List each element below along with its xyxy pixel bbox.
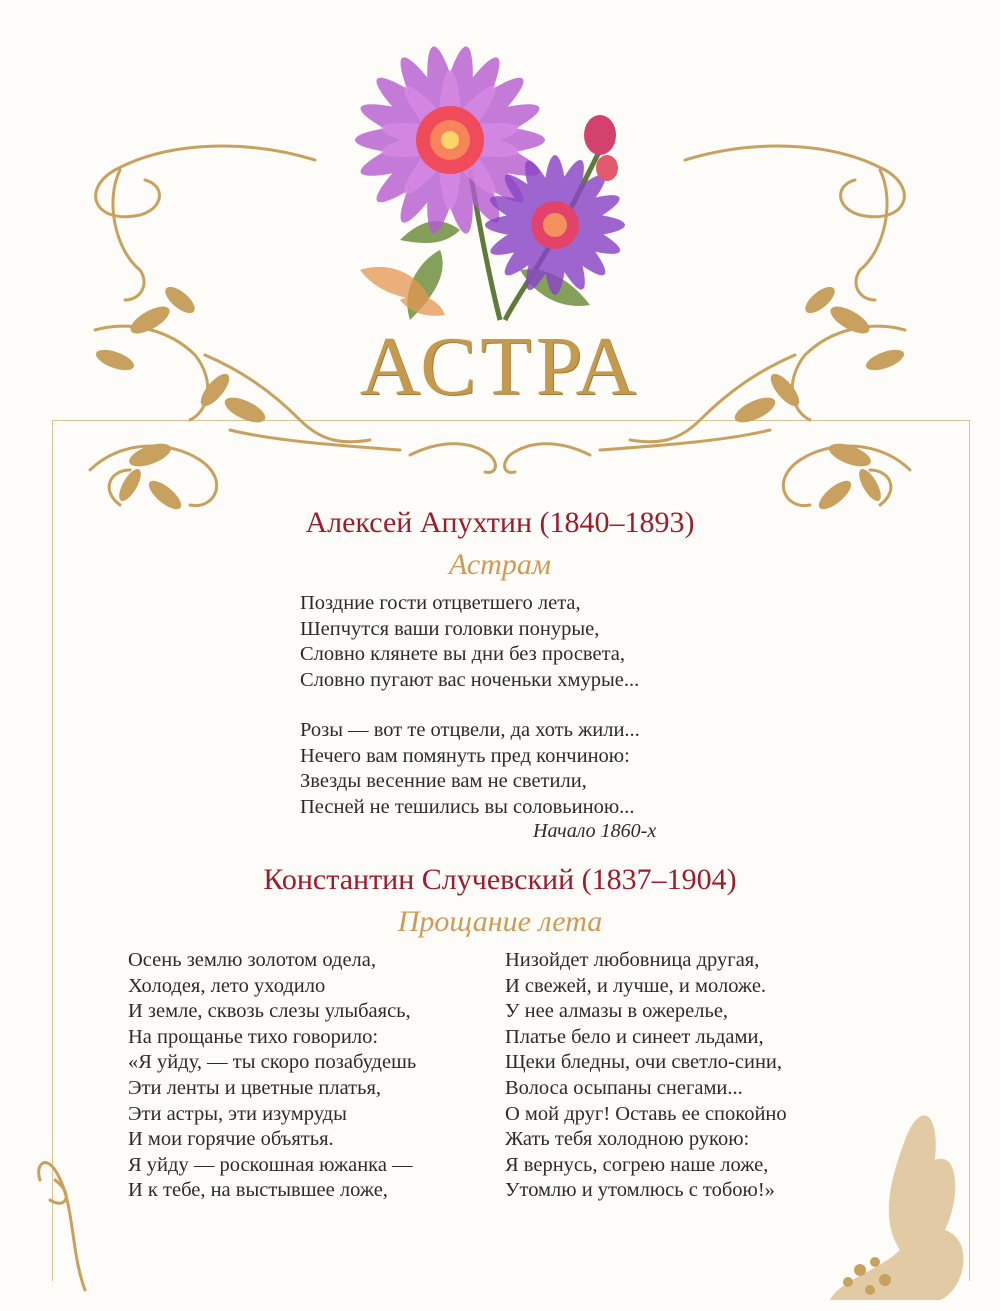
poem1-title: Астрам bbox=[449, 548, 551, 581]
poem-line: Звезды весенние вам не светили, bbox=[300, 770, 587, 793]
poem-line: Низойдет любовница другая, bbox=[505, 949, 760, 971]
poem2-title: Прощание лета bbox=[397, 905, 603, 938]
poem2-author: Константин Случевский (1837–1904) bbox=[263, 863, 737, 896]
poem-line: И свежей, и лучше, и моложе. bbox=[505, 974, 767, 997]
poem-line: Шепчутся ваши головки понурые, bbox=[300, 617, 600, 640]
poem-line: Утомлю и утомлюсь с тобою!» bbox=[505, 1179, 775, 1202]
poem-line: Словно пугают вас ноченьки хмурые... bbox=[300, 668, 640, 691]
aster-flower-illustration bbox=[355, 44, 625, 320]
poem-line: Нечего вам помянуть пред кончиною: bbox=[300, 744, 630, 767]
poem1-author: Алексей Апухтин (1840–1893) bbox=[305, 506, 695, 539]
poem-line: Холодея, лето уходило bbox=[128, 974, 326, 997]
poem2-column-2 bbox=[505, 948, 787, 1204]
right-top-swirl bbox=[685, 146, 904, 217]
poem-line: Жать тебя холодною рукою: bbox=[505, 1128, 750, 1151]
poem-line: И земле, сквозь слезы улыбаясь, bbox=[128, 1000, 411, 1023]
poem2-column-1 bbox=[128, 948, 416, 1204]
poem-line: И мои горячие объятья. bbox=[128, 1128, 334, 1151]
poem-line: Эти астры, эти изумруды bbox=[128, 1102, 347, 1125]
poem-line: «Я уйду, — ты скоро позабудешь bbox=[128, 1051, 417, 1074]
page-title: АСТРА bbox=[359, 320, 641, 413]
poem-line: Розы — вот те отцвели, да хоть жили... bbox=[300, 719, 640, 741]
poem-line: Я уйду — роскошная южанка — bbox=[128, 1153, 413, 1176]
poem1-date: Начало 1860-х bbox=[533, 820, 657, 842]
poem-line: Я вернусь, согрею наше ложе, bbox=[505, 1153, 769, 1176]
poem-line: Песней не тешились вы соловьиною... bbox=[300, 795, 635, 818]
poem-line: Эти ленты и цветные платья, bbox=[128, 1076, 382, 1099]
poem-line: Волоса осыпаны снегами... bbox=[505, 1076, 743, 1099]
poem-line: Осень землю золотом одела, bbox=[128, 949, 376, 971]
poem-line: У нее алмазы в ожерелье, bbox=[505, 1000, 729, 1023]
poem-line: Словно клянете вы дни без просвета, bbox=[300, 643, 626, 666]
poem-line: И к тебе, на выстывшее ложе, bbox=[128, 1179, 388, 1202]
poem-line: Щеки бледны, очи светло-сини, bbox=[505, 1051, 783, 1074]
poem-line: На прощанье тихо говорило: bbox=[128, 1025, 379, 1048]
left-top-swirl bbox=[96, 146, 315, 217]
poem1-stanza-2 bbox=[300, 718, 640, 820]
poem-line: Платье бело и синеет льдами, bbox=[505, 1025, 764, 1048]
poem-line: О мой друг! Оставь ее спокойно bbox=[505, 1102, 787, 1125]
poem-line: Поздние гости отцветшего лета, bbox=[300, 592, 581, 614]
poem1-stanza-1 bbox=[300, 591, 639, 693]
